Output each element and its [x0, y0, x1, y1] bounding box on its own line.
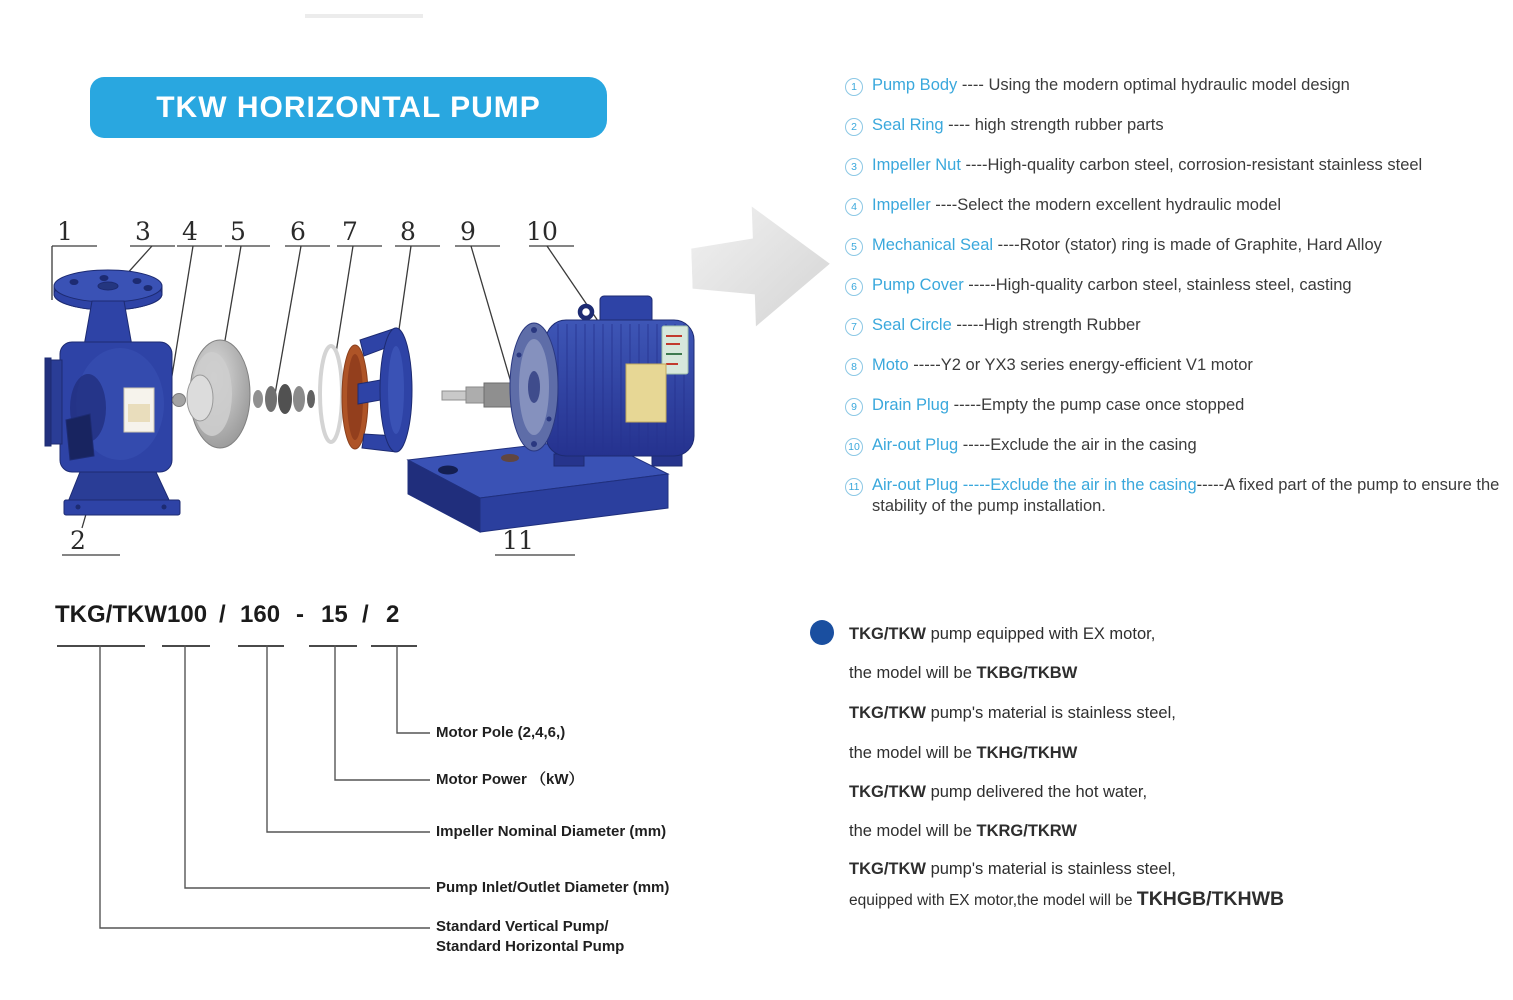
callout-number-10: 10	[526, 217, 558, 246]
seal-circle-illustration	[320, 346, 342, 442]
page-title: TKW HORIZONTAL PUMP	[156, 90, 541, 124]
variant-model-code: TKHGB/TKHWB	[1136, 888, 1285, 910]
part-number-badge: 4	[845, 198, 863, 216]
product-title-banner	[90, 77, 607, 138]
variant-text: pump's material is stainless steel,	[925, 860, 1176, 878]
callout-number-4: 4	[182, 217, 198, 246]
part-description: ----Rotor (stator) ring is made of Graphite, Hard Alloy	[993, 236, 1382, 254]
variant-model-code: TKG/TKW	[849, 625, 926, 643]
callout-number-1: 1	[57, 217, 73, 246]
part-description: ----High-quality carbon steel, corrosion-resistant stainless steel	[960, 156, 1423, 174]
part-name: Mechanical Seal	[872, 236, 994, 254]
part-name: Drain Plug	[872, 396, 950, 414]
part-number-badge: 7	[845, 318, 863, 336]
part-description: -----High-quality carbon steel, stainless steel, casting	[963, 276, 1352, 294]
variant-text: the model will be	[849, 744, 977, 762]
variant-text: the model will be	[849, 664, 977, 682]
part-name: Impeller	[872, 196, 931, 214]
callout-number-7: 7	[342, 217, 358, 246]
part-description: -----A fixed part of the pump to ensure the stability of the pump installation.	[872, 476, 1500, 515]
shaft-parts-illustration	[253, 384, 315, 414]
model-code-token: /	[219, 601, 226, 628]
part-number-badge: 2	[845, 118, 863, 136]
parts-list-item	[845, 275, 1513, 296]
model-code-connector-lines	[40, 640, 470, 980]
parts-list-item	[845, 435, 1513, 456]
impeller-illustration	[173, 340, 251, 448]
part-name: Air-out Plug	[872, 476, 959, 494]
callout-number-9: 9	[460, 217, 476, 246]
model-code-token: 160	[240, 601, 281, 628]
model-code-label: Standard Vertical Pump/ Standard Horizontal Pump	[436, 918, 625, 955]
model-code-label: Impeller Nominal Diameter (mm)	[436, 823, 667, 840]
callout-number-3: 3	[135, 217, 151, 246]
callout-number-8: 8	[400, 217, 416, 246]
part-number-badge: 5	[845, 238, 863, 256]
parts-list-item	[845, 395, 1513, 416]
part-name: Moto	[872, 356, 909, 374]
model-code-token: 2	[386, 601, 400, 628]
model-code-token: 15	[321, 601, 348, 628]
part-description: -----Y2 or YX3 series energy-efficient V1 motor	[908, 356, 1253, 374]
parts-list-item	[845, 195, 1513, 216]
variant-line	[849, 783, 1147, 802]
parts-list-item	[845, 315, 1513, 336]
part-number-badge: 6	[845, 278, 863, 296]
callout-number-11: 11	[502, 526, 534, 555]
parts-list-item	[845, 355, 1513, 376]
variant-line	[849, 744, 1077, 763]
variant-line	[849, 704, 1176, 723]
part-name: Seal Ring	[872, 116, 944, 134]
variant-line	[849, 888, 1284, 911]
model-code-label: Motor Pole (2,4,6,)	[436, 724, 566, 741]
right-arrow-icon	[690, 199, 843, 342]
variant-model-code: TKRG/TKRW	[976, 822, 1077, 840]
part-number-badge: 9	[845, 398, 863, 416]
model-code-token: TKG/TKW	[55, 601, 167, 628]
part-number-badge: 11	[845, 478, 863, 496]
pump-exploded-diagram	[40, 208, 740, 560]
parts-list-item	[845, 115, 1513, 136]
variant-model-code: TKG/TKW	[849, 783, 926, 801]
variant-text: pump delivered the hot water,	[925, 783, 1148, 801]
part-description: ---- high strength rubber parts	[943, 116, 1164, 134]
variant-text: equipped with EX motor,the model will be	[849, 892, 1137, 909]
variant-model-code: TKG/TKW	[849, 704, 926, 722]
model-code-token: 100	[167, 601, 208, 628]
parts-list-item	[845, 475, 1513, 517]
decorative-top-bar	[305, 14, 423, 18]
variant-text: pump's material is stainless steel,	[925, 704, 1176, 722]
parts-list-item	[845, 75, 1513, 96]
part-name: Pump Body	[872, 76, 958, 94]
pump-body-illustration	[45, 270, 180, 515]
part-number-badge: 10	[845, 438, 863, 456]
model-code-label: Pump Inlet/Outlet Diameter (mm)	[436, 879, 670, 896]
part-name: Pump Cover	[872, 276, 964, 294]
parts-list-item	[845, 155, 1513, 176]
pump-cover-illustration	[342, 328, 412, 452]
parts-list	[845, 75, 1513, 536]
part-number-badge: 8	[845, 358, 863, 376]
part-description: ----Select the modern excellent hydraulic model	[930, 196, 1282, 214]
variant-text: pump equipped with EX motor,	[925, 625, 1156, 643]
part-desc-highlight: -----Exclude the air in the casing	[958, 476, 1197, 494]
part-description: ---- Using the modern optimal hydraulic model design	[957, 76, 1350, 94]
part-name: Seal Circle	[872, 316, 952, 334]
part-name: Impeller Nut	[872, 156, 961, 174]
part-description: -----High strength Rubber	[951, 316, 1141, 334]
parts-list-item	[845, 235, 1513, 256]
variant-line	[849, 625, 1155, 644]
model-code-label: Motor Power （kW）	[436, 771, 584, 788]
model-code-token: -	[296, 601, 304, 628]
variant-text: the model will be	[849, 822, 977, 840]
variant-line	[849, 860, 1176, 879]
variant-model-code: TKHG/TKHW	[976, 744, 1078, 762]
variant-model-code: TKG/TKW	[849, 860, 926, 878]
model-code-token: /	[362, 601, 369, 628]
part-number-badge: 1	[845, 78, 863, 96]
callout-number-6: 6	[290, 217, 306, 246]
bullet-icon	[810, 620, 834, 645]
part-name: Air-out Plug	[872, 436, 959, 454]
part-description: -----Empty the pump case once stopped	[949, 396, 1245, 414]
callout-number-2: 2	[70, 526, 86, 555]
callout-number-5: 5	[230, 217, 246, 246]
motor-illustration	[442, 296, 694, 466]
variant-line	[849, 664, 1077, 683]
part-number-badge: 3	[845, 158, 863, 176]
variant-line	[849, 822, 1077, 841]
part-description: -----Exclude the air in the casing	[958, 436, 1197, 454]
variant-model-code: TKBG/TKBW	[976, 664, 1078, 682]
